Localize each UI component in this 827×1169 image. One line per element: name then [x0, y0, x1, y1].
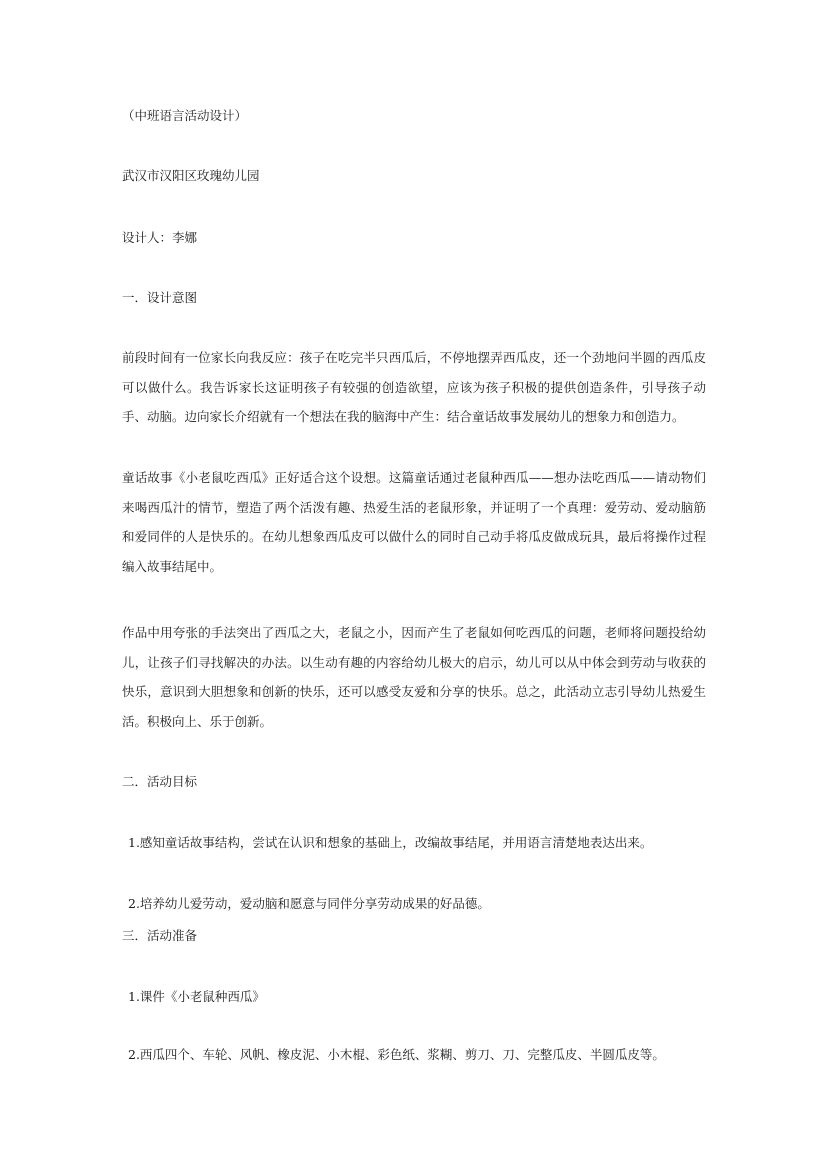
intent-paragraph-2: 童话故事《小老鼠吃西瓜》正好适合这个设想。这篇童话通过老鼠种西瓜——想办法吃西瓜——请动物们来喝西瓜汁的情节，塑造了两个活泼有趣、热爱生活的老鼠形象，并证明了一个真理：爱劳动、爱动脑筋和爱同伴的人是快乐的。在幼儿想象西瓜皮可以做什么的同时自己动手将瓜皮做成玩具，最后将操作过程编入故事结尾中。 [122, 470, 706, 574]
goal-item-2: 2.培养幼儿爱劳动，爱动脑和愿意与同伴分享劳动成果的好品德。 [128, 896, 490, 911]
prep-item-1: 1.课件《小老鼠种西瓜》 [128, 989, 265, 1004]
section-heading-goals: 二．活动目标 [122, 774, 198, 789]
school-name: 武汉市汉阳区玫瑰幼儿园 [122, 168, 260, 183]
section-heading-design-intent: 一．设计意图 [122, 290, 198, 305]
intent-paragraph-1: 前段时间有一位家长向我反应：孩子在吃完半只西瓜后，不停地摆弄西瓜皮，还一个劲地问半圆的西瓜皮可以做什么。我告诉家长这证明孩子有较强的创造欲望，应该为孩子积极的提供创造条件，引导孩子动手、动脑。边向家长介绍就有一个想法在我的脑海中产生：结合童话故事发展幼儿的想象力和创造力。 [122, 350, 706, 425]
goal-item-1: 1.感知童话故事结构，尝试在认识和想象的基础上，改编故事结尾，并用语言清楚地表达出来。 [128, 835, 653, 850]
intent-paragraph-3: 作品中用夸张的手法突出了西瓜之大，老鼠之小，因而产生了老鼠如何吃西瓜的问题，老师将问题投给幼儿，让孩子们寻找解决的办法。以生动有趣的内容给幼儿极大的启示，幼儿可以从中体会到劳动与收获的快乐，意识到大胆想象和创新的快乐，还可以感受友爱和分享的快乐。总之，此活动立志引导幼儿热爱生活。积极向上、乐于创新。 [122, 625, 706, 729]
designer-line: 设计人：李娜 [122, 230, 198, 245]
section-heading-preparation: 三．活动准备 [122, 928, 198, 943]
doc-subtitle: （中班语言活动设计） [122, 108, 248, 123]
prep-item-2: 2.西瓜四个、车轮、风帆、橡皮泥、小木棍、彩色纸、浆糊、剪刀、刀、完整瓜皮、半圆瓜皮等。 [128, 1047, 665, 1062]
